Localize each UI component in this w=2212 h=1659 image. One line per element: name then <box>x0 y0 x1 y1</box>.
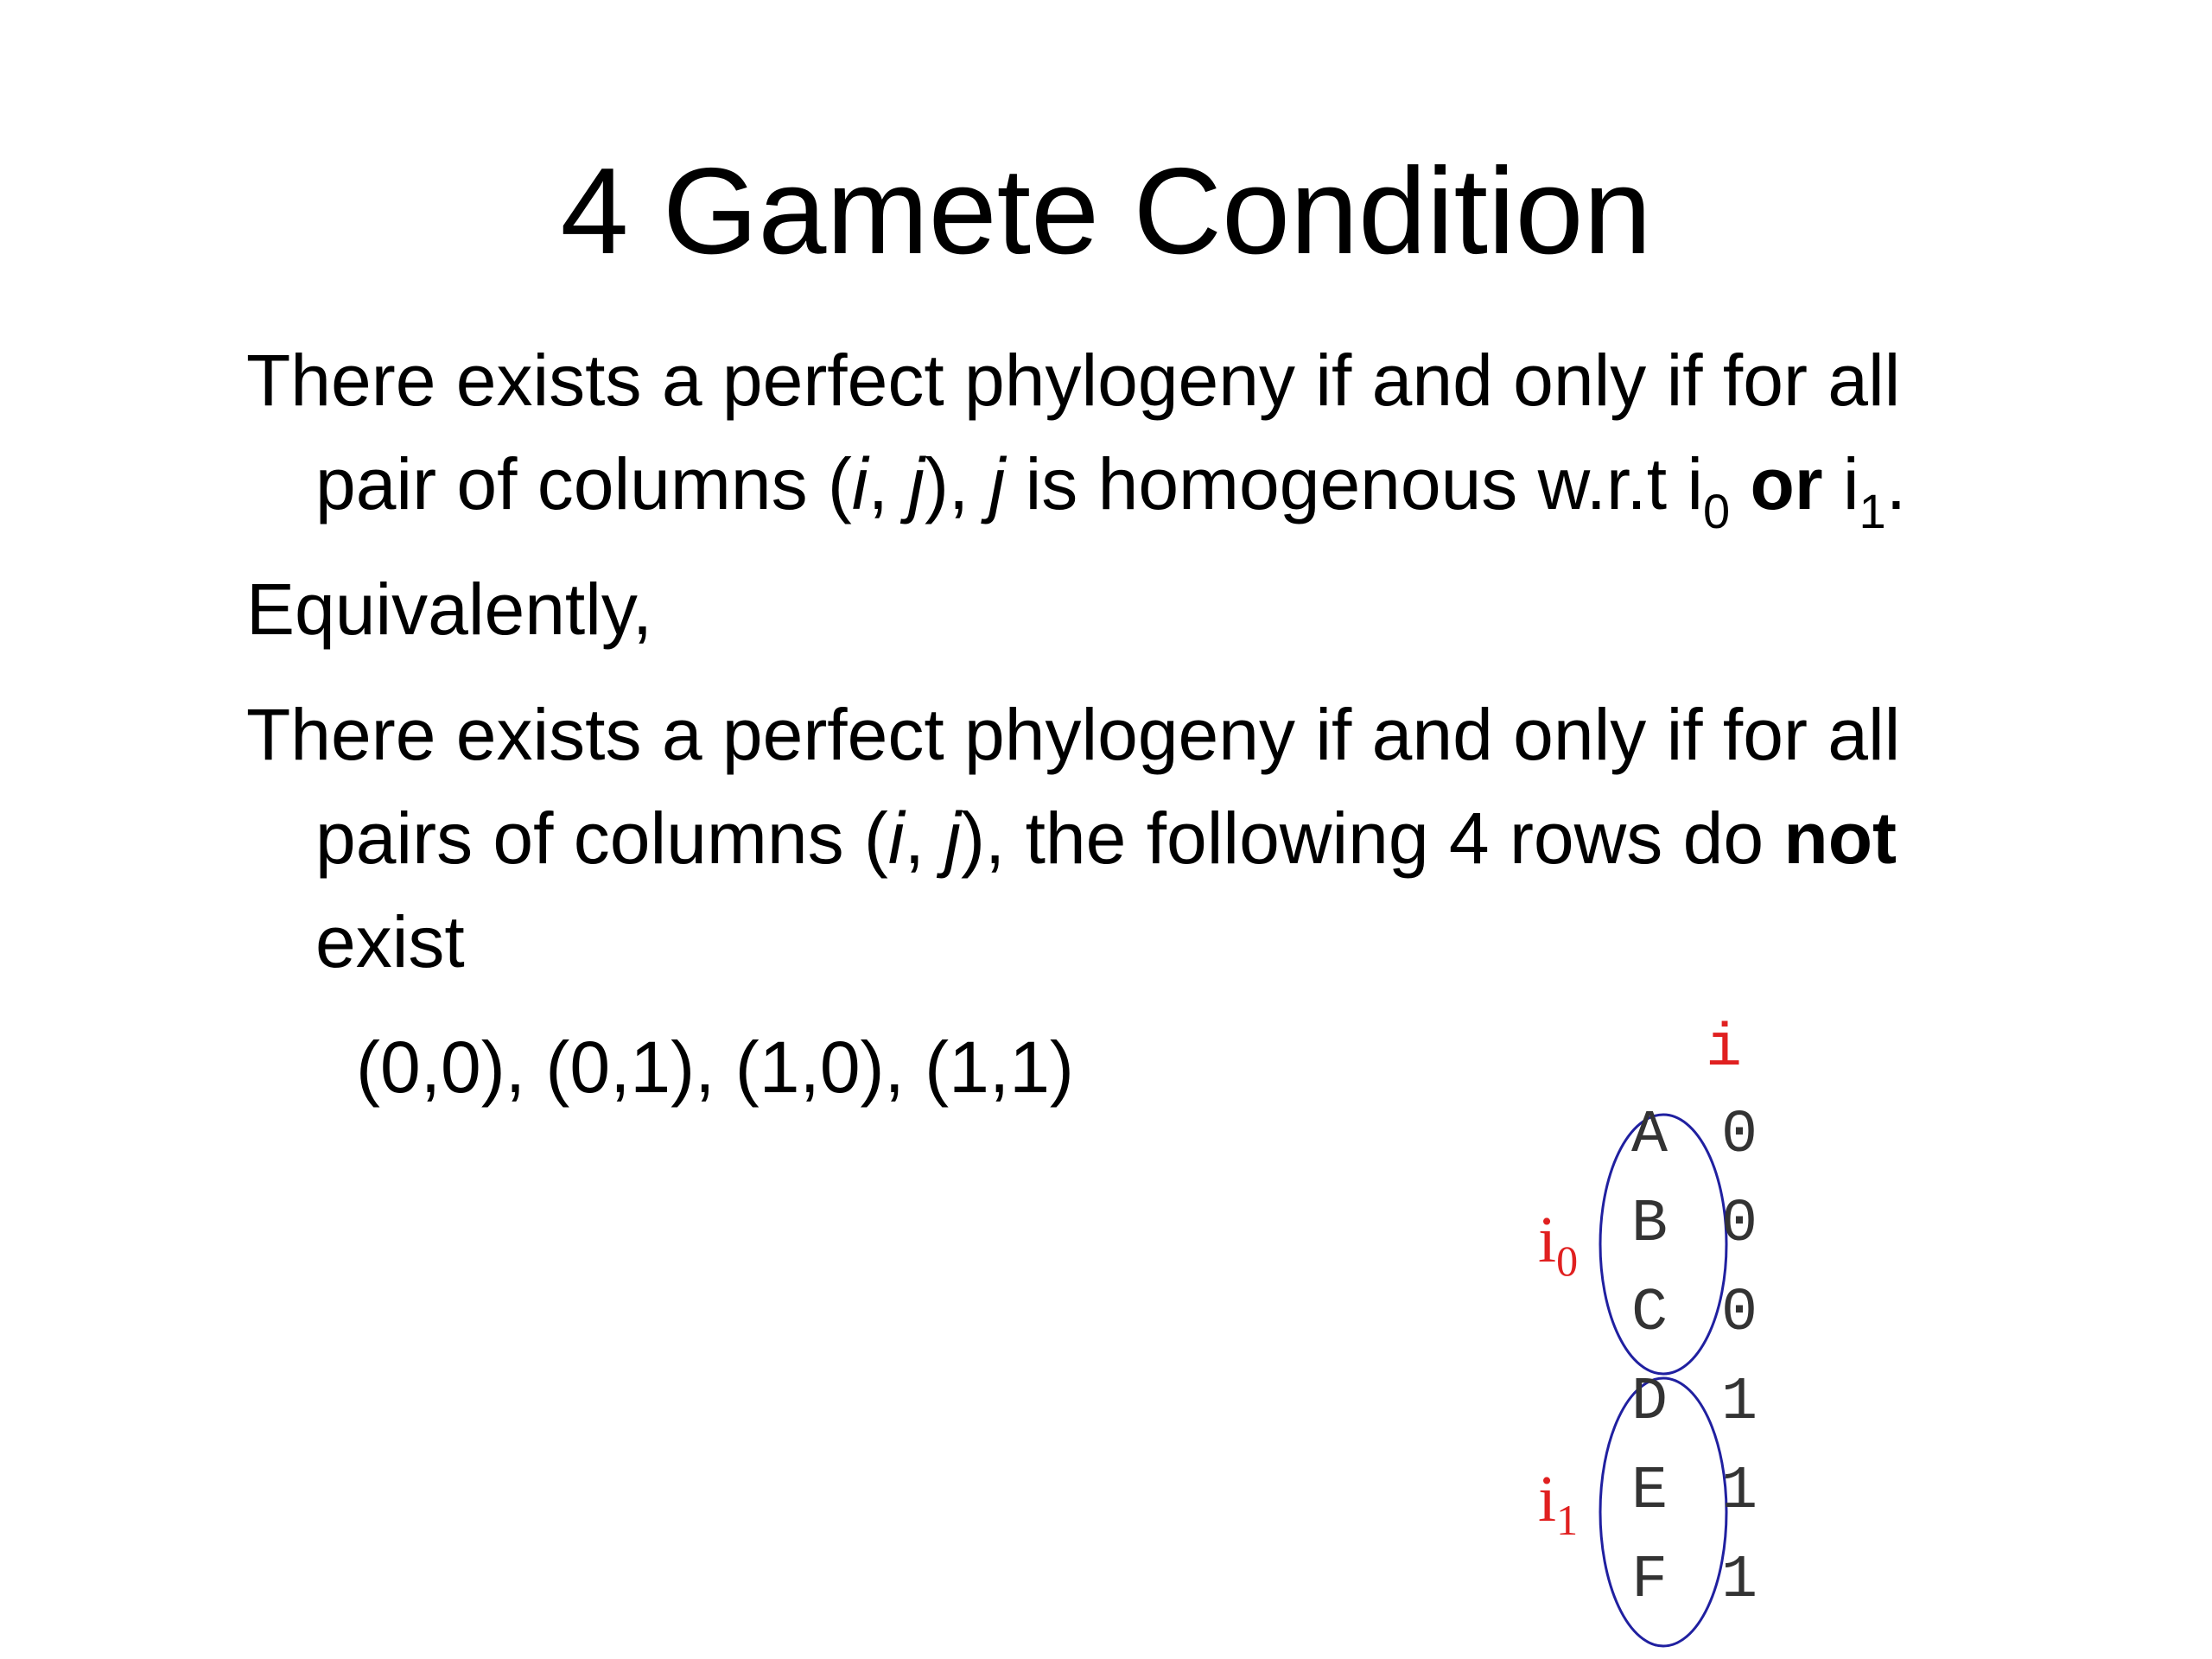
row-letter-b: B <box>1631 1191 1669 1259</box>
row-value-e: 1 <box>1721 1458 1758 1526</box>
para1-sub1: 1 <box>1859 484 1886 538</box>
para1-text-c: is homogenous w.r.t i <box>1005 443 1704 524</box>
gamete-list: (0,0), (0,1), (1,0), (1,1) <box>356 1027 1074 1108</box>
para3-var-i: i <box>887 798 905 879</box>
para1-text-b: ), <box>924 443 989 524</box>
para1-var-i: i <box>851 443 868 524</box>
column-label-i: i <box>1706 1015 1743 1084</box>
para1-comma: , <box>868 443 909 524</box>
para1-text-d: i <box>1842 443 1859 524</box>
row-letter-f: F <box>1631 1547 1669 1615</box>
group0-label-sub: 0 <box>1556 1236 1579 1285</box>
para1-var-j2: j <box>988 443 1006 524</box>
para1-or: or <box>1750 443 1823 524</box>
group1-label-sub: 1 <box>1556 1496 1579 1544</box>
row-value-a: 0 <box>1721 1102 1758 1170</box>
para3-line3: exist <box>315 901 465 982</box>
matrix-diagram <box>1538 1015 1815 1659</box>
row-letter-e: E <box>1631 1458 1669 1526</box>
para3-comma: , <box>904 798 945 879</box>
para1-var-j: j <box>908 443 925 524</box>
group1-label <box>1538 1463 1579 1544</box>
row-letter-a: A <box>1631 1102 1669 1170</box>
para2: Equivalently, <box>246 569 653 650</box>
group0-label-i: i <box>1538 1204 1557 1276</box>
matrix-ellipses <box>1538 1015 1815 1659</box>
row-value-b: 0 <box>1721 1191 1758 1259</box>
para3-not: not <box>1783 798 1897 879</box>
row-value-d: 1 <box>1721 1369 1758 1437</box>
row-letter-d: D <box>1631 1369 1669 1437</box>
para1-line1: There exists a perfect phylogeny if and only if for all <box>246 340 1901 421</box>
group1-label-i: i <box>1538 1463 1557 1535</box>
para3-line2 <box>315 786 1897 890</box>
para3-text-a: pairs of columns ( <box>315 798 888 879</box>
para3-line1: There exists a perfect phylogeny if and only if for all <box>246 694 1901 775</box>
para1-line2 <box>315 432 1906 536</box>
row-value-f: 1 <box>1721 1547 1758 1615</box>
para3-var-j: j <box>944 798 961 879</box>
row-letter-c: C <box>1631 1280 1669 1348</box>
para1-end: . <box>1885 443 1907 524</box>
para3-text-b: ), the following 4 rows do <box>960 798 1784 879</box>
para1-text-a: pair of columns ( <box>315 443 852 524</box>
slide-title: 4 Gamete Condition <box>560 143 1652 280</box>
row-value-c: 0 <box>1721 1280 1758 1348</box>
para1-sub0: 0 <box>1703 484 1731 538</box>
group0-label <box>1538 1204 1579 1285</box>
